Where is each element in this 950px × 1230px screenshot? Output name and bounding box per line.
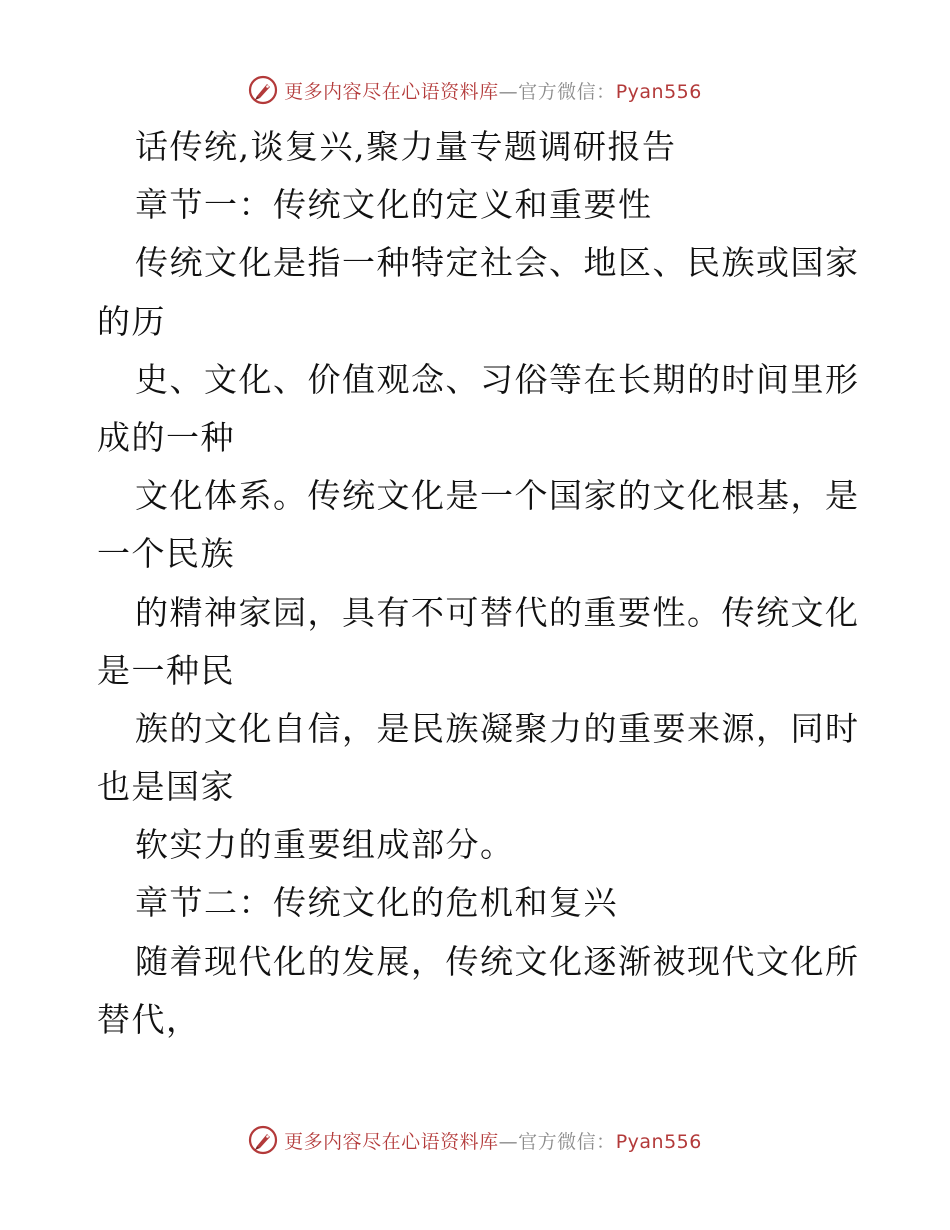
banner-official-label: 官方微信： — [518, 80, 616, 103]
banner-site-name: 更多内容尽在心语资料库 — [284, 80, 499, 103]
document-body — [97, 118, 860, 1049]
pen-nib-logo-icon — [248, 75, 278, 105]
banner-official-label: 官方微信： — [518, 1130, 616, 1153]
banner-wechat-id: Pyan556 — [615, 1130, 702, 1153]
text-line: 一个民族 — [97, 534, 235, 574]
text-line: 也是国家 — [97, 767, 235, 807]
banner-site-name: 更多内容尽在心语资料库 — [284, 1130, 499, 1153]
banner-text — [284, 77, 702, 104]
text-line: 是一种民 — [97, 650, 235, 690]
text-line: 传统文化是指一种特定社会、地区、民族或国家 — [135, 243, 860, 283]
text-line: 章节一：传统文化的定义和重要性 — [135, 185, 653, 225]
text-line: 章节二：传统文化的危机和复兴 — [135, 883, 618, 923]
header-banner — [0, 70, 950, 110]
text-line: 族的文化自信，是民族凝聚力的重要来源，同时 — [135, 708, 860, 748]
banner-text — [284, 1127, 702, 1154]
text-line: 文化体系。传统文化是一个国家的文化根基，是 — [135, 476, 860, 516]
text-line: 成的一种 — [97, 417, 235, 457]
footer-banner — [0, 1120, 950, 1160]
banner-dash: — — [498, 80, 519, 103]
banner-wechat-id: Pyan556 — [615, 80, 702, 103]
text-line: 话传统,谈复兴,聚力量专题调研报告 — [135, 127, 677, 166]
pen-nib-logo-icon — [248, 1125, 278, 1155]
text-line: 的历 — [97, 301, 166, 341]
text-line: 随着现代化的发展，传统文化逐渐被现代文化所 — [135, 941, 860, 981]
banner-dash: — — [498, 1130, 519, 1153]
text-line: 替代， — [97, 999, 201, 1039]
text-line: 软实力的重要组成部分。 — [135, 825, 515, 865]
text-line: 的精神家园，具有不可替代的重要性。传统文化 — [135, 592, 860, 632]
text-line: 史、文化、价值观念、习俗等在长期的时间里形 — [135, 359, 860, 399]
